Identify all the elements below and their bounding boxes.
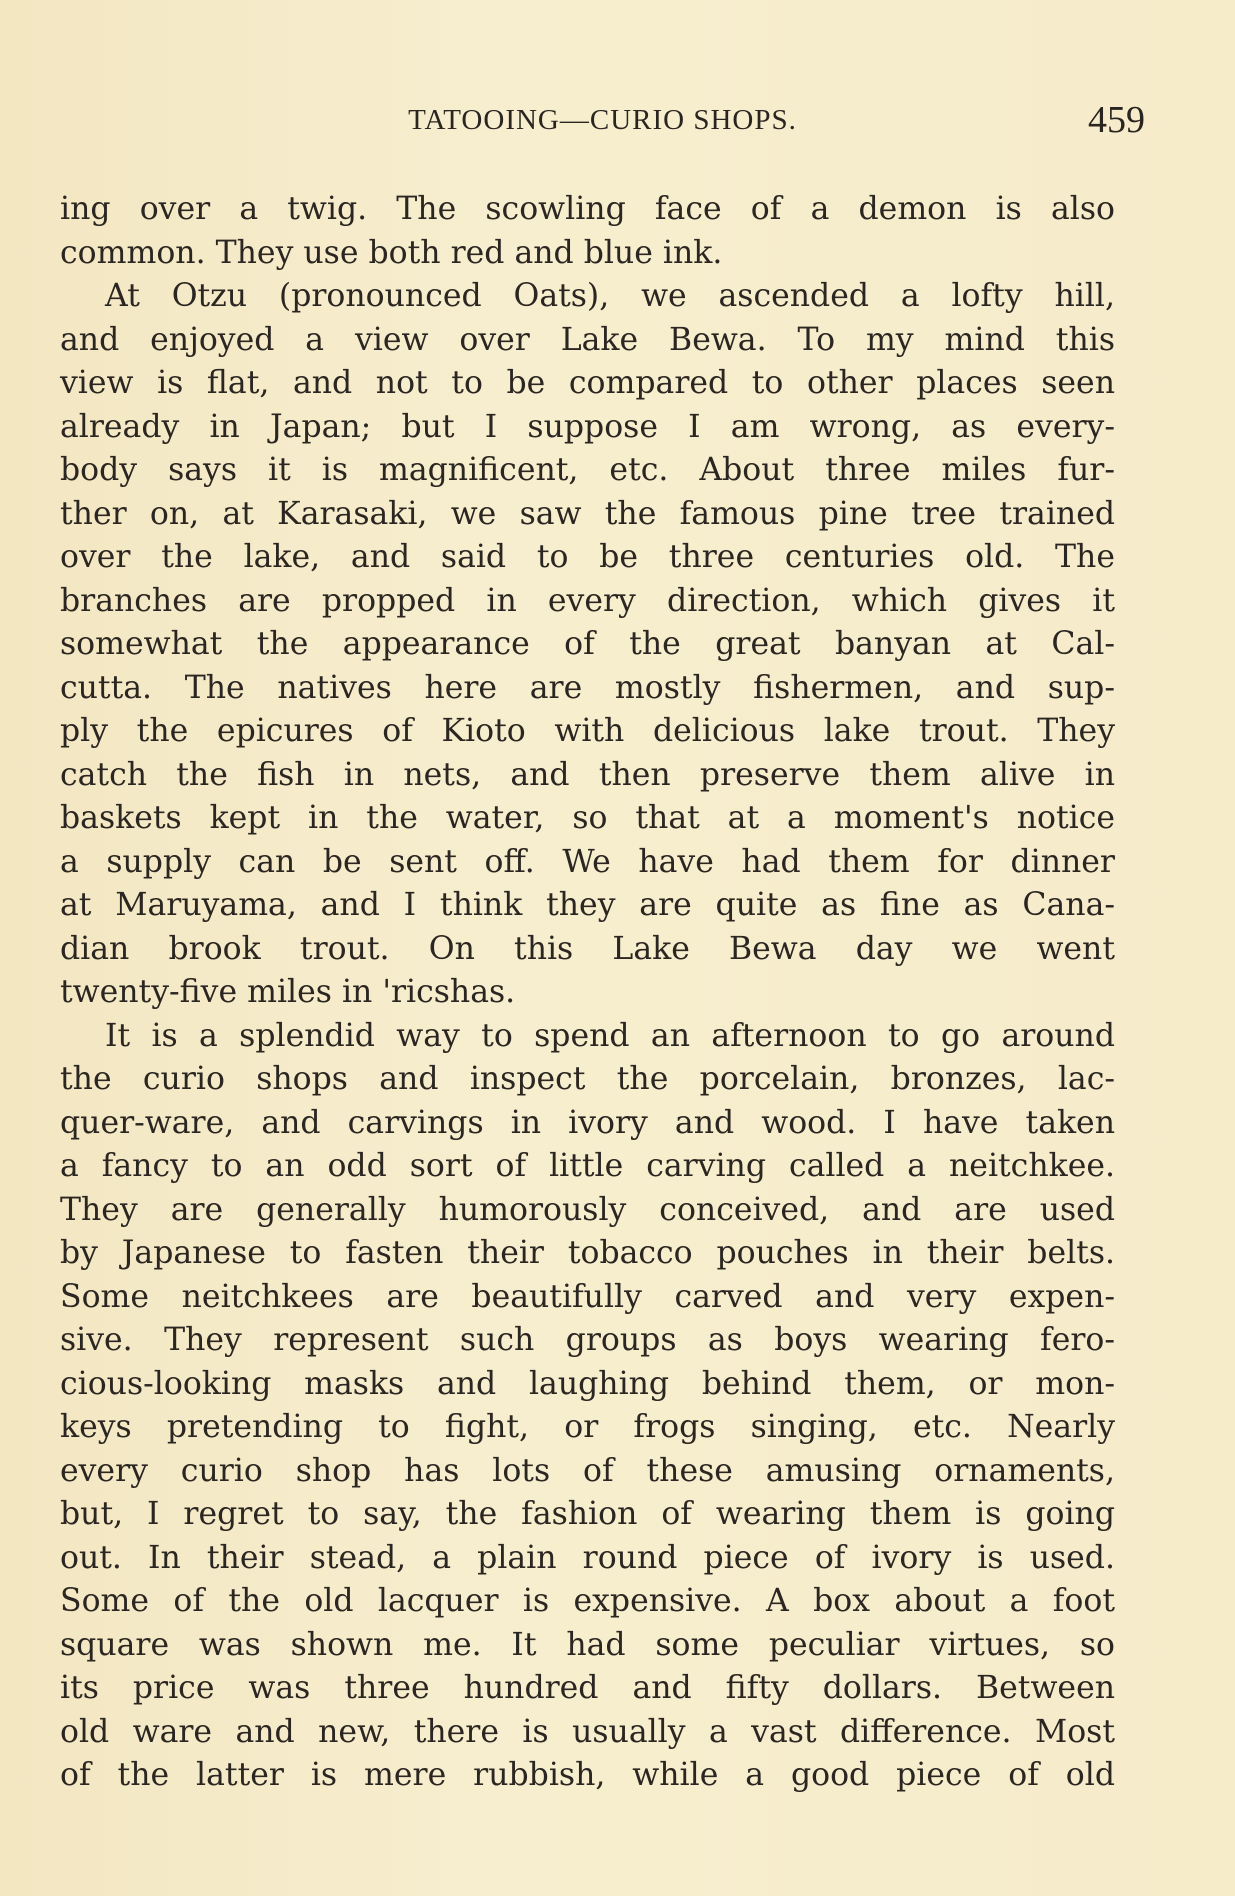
text-line: body says it is magnificent, etc. About three miles fur-: [60, 452, 1115, 488]
page-header: [60, 98, 1145, 154]
text-line: out. In their stead, a plain round piece of ivory is used.: [60, 1539, 1115, 1576]
page-number: 459: [1088, 99, 1145, 141]
text-line: the curio shops and inspect the porcelain, bronzes, lac-: [60, 1061, 1115, 1097]
text-line: of the latter is mere rubbish, while a good piece of old: [60, 1757, 1115, 1793]
text-line: its price was three hundred and fifty dollars. Between: [60, 1670, 1115, 1706]
text-line: every curio shop has lots of these amusing ornaments,: [60, 1452, 1115, 1489]
text-line: common. They use both red and blue ink.: [60, 234, 723, 271]
text-line: They are generally humorously conceived, and are used: [60, 1191, 1115, 1228]
text-line: dian brook trout. On this Lake Bewa day we went: [60, 930, 1115, 967]
text-line: quer-ware, and carvings in ivory and wood. I have taken: [60, 1104, 1115, 1141]
text-line: old ware and new, there is usually a vast difference. Most: [60, 1713, 1115, 1750]
text-line: and enjoyed a view over Lake Bewa. To my mind this: [60, 321, 1115, 358]
text-line: over the lake, and said to be three centuries old. The: [60, 539, 1115, 575]
text-line: cious-looking masks and laughing behind them, or mon-: [60, 1365, 1115, 1402]
text-line: It is a splendid way to spend an afternoon to go around: [105, 1017, 1115, 1054]
text-line: branches are propped in every direction, which gives it: [60, 582, 1115, 619]
text-line: somewhat the appearance of the great banyan at Cal-: [60, 626, 1115, 662]
text-line: ply the epicures of Kioto with delicious lake trout. They: [60, 713, 1115, 749]
text-line: at Maruyama, and I think they are quite as fine as Cana-: [60, 887, 1115, 923]
text-line: a fancy to an odd sort of little carving called a neitchkee.: [60, 1148, 1115, 1184]
text-line: square was shown me. It had some peculiar virtues, so: [60, 1626, 1115, 1663]
text-line: At Otzu (pronounced Oats), we ascended a lofty hill,: [105, 278, 1115, 314]
text-line: keys pretending to fight, or frogs singing, etc. Nearly: [60, 1409, 1115, 1445]
text-line: sive. They represent such groups as boys wearing fero-: [60, 1322, 1115, 1358]
text-line: already in Japan; but I suppose I am wrong, as every-: [60, 408, 1115, 445]
text-line: Some of the old lacquer is expensive. A box about a foot: [60, 1583, 1115, 1619]
text-line: ther on, at Karasaki, we saw the famous pine tree trained: [60, 495, 1115, 532]
text-line: but, I regret to say, the fashion of wearing them is going: [60, 1496, 1115, 1532]
text-line: catch the fish in nets, and then preserve them alive in: [60, 756, 1115, 793]
body-text: [60, 188, 1115, 1798]
text-line: view is flat, and not to be compared to other places seen: [60, 365, 1115, 401]
text-line: cutta. The natives here are mostly fishermen, and sup-: [60, 669, 1115, 706]
text-line: baskets kept in the water, so that at a moment's notice: [60, 800, 1115, 836]
text-line: twenty-five miles in 'ricshas.: [60, 974, 516, 1010]
text-line: a supply can be sent off. We have had them for dinner: [60, 843, 1115, 880]
text-line: by Japanese to fasten their tobacco pouches in their belts.: [60, 1235, 1115, 1271]
text-line: ing over a twig. The scowling face of a demon is also: [60, 191, 1115, 227]
text-line: Some neitchkees are beautifully carved and very expen-: [60, 1278, 1115, 1315]
running-title: TATOOING—CURIO SHOPS.: [408, 104, 797, 136]
